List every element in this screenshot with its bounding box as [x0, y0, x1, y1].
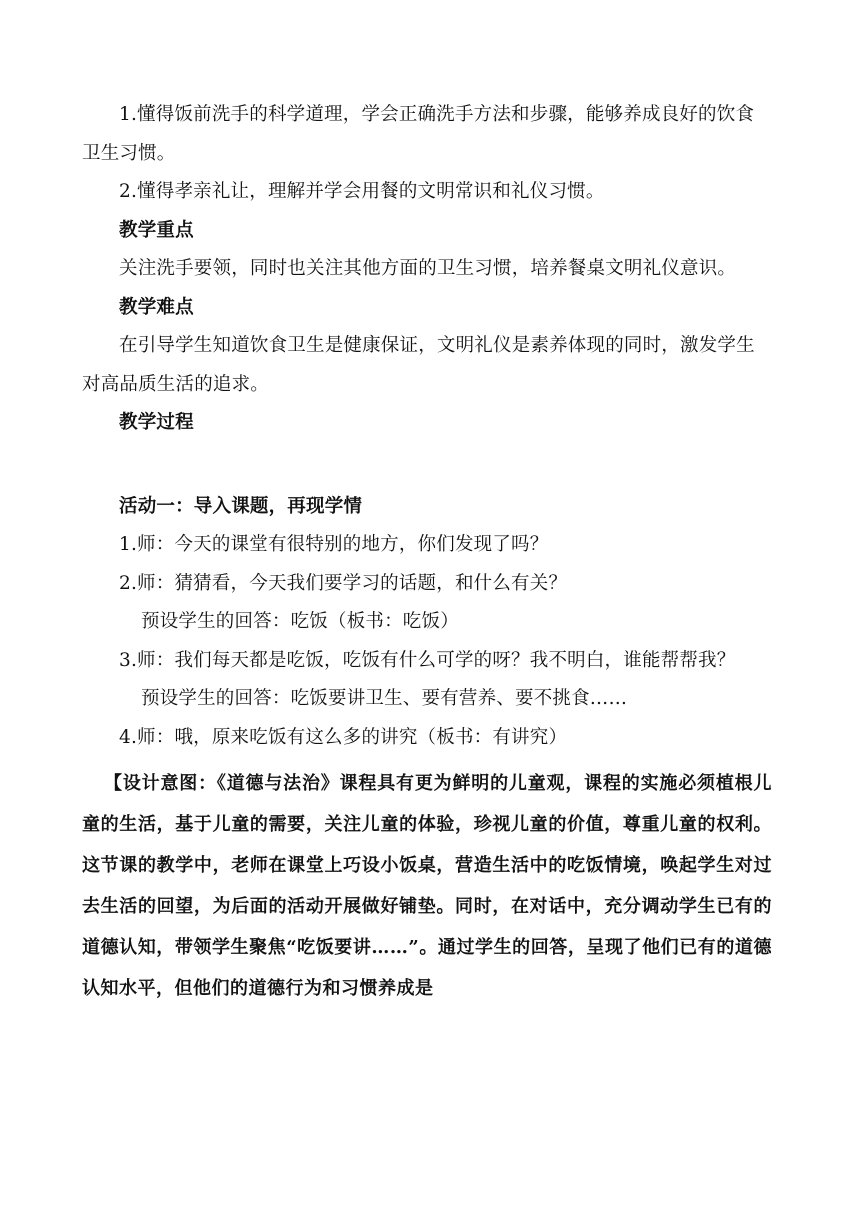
objective-1: 1.懂得饭前洗手的科学道理，学会正确洗手方法和步骤，能够养成良好的饮食卫生习惯。	[82, 104, 755, 164]
activity-step-1: 1.师：今天的课堂有很特别的地方，你们发现了吗？	[119, 534, 549, 555]
objective-2: 2.懂得孝亲礼让，理解并学会用餐的文明常识和礼仪习惯。	[119, 181, 605, 202]
activity-preset-answer-1: 预设学生的回答：吃饭（板书：吃饭）	[141, 611, 459, 632]
difficulties-heading: 教学难点	[119, 296, 194, 318]
key-points-text: 关注洗手要领，同时也关注其他方面的卫生习惯，培养餐桌文明礼仪意识。	[119, 258, 737, 279]
process-heading: 教学过程	[119, 412, 194, 433]
activity-step-3: 3.师：我们每天都是吃饭，吃饭有什么可学的呀？我不明白，谁能帮帮我？	[119, 649, 736, 671]
design-intent-paragraph: 【设计意图：《道德与法治》课程具有更为鲜明的儿童观，课程的实施必须植根儿童的生活，基于儿童的需要，关注儿童的体验，珍视儿童的价值，尊重儿童的权利。这节课的教学中，老师在课堂上巧设小饭桌，营造生活中的吃饭情境，唤起学生对过去生活的回望，为后面的活动开展做好铺垫。同时，在对话中，充分调动学生已有的道德认知，带领学生聚焦“吃饭要讲……”。通过学生的回答，呈现了他们已有的道德认知水平，但他们的道德行为和习惯养成是	[82, 773, 772, 999]
activity-step-2: 2.师：猜猜看，今天我们要学习的话题，和什么有关？	[119, 572, 568, 594]
activity-step-4: 4.师：哦，原来吃饭有这么多的讲究（板书：有讲究）	[119, 726, 568, 748]
activity-heading: 活动一：导入课题，再现学情	[119, 495, 363, 517]
activity-preset-answer-2: 预设学生的回答：吃饭要讲卫生、要有营养、要不挑食……	[141, 688, 628, 709]
key-points-heading: 教学重点	[119, 219, 194, 241]
spacer	[82, 443, 772, 488]
difficulties-text: 在引导学生知道饮食卫生是健康保证，文明礼仪是素养体现的同时，激发学生对高品质生活的追求。	[82, 335, 755, 395]
document-page	[82, 96, 772, 1009]
